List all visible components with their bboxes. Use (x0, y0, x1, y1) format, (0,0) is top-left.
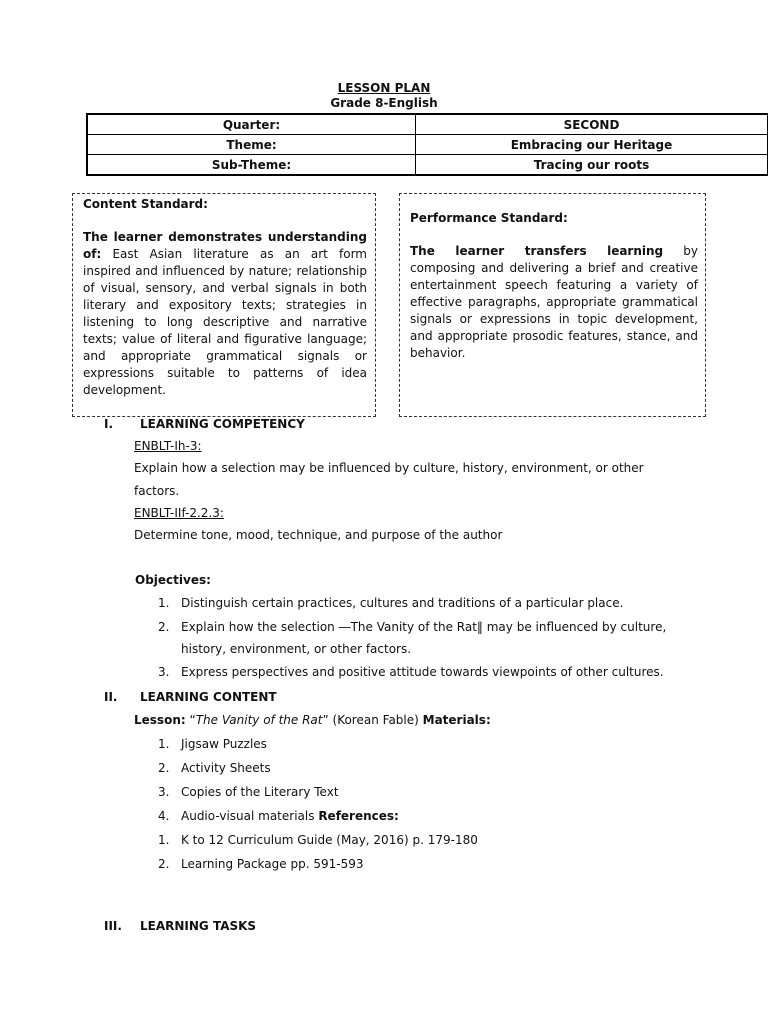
references-label: References: (318, 809, 399, 823)
performance-standard-text (410, 243, 698, 362)
material-number: 1. (158, 737, 170, 751)
reference-text: Learning Package pp. 591-593 (181, 857, 364, 871)
theme-value: Embracing our Heritage (416, 135, 768, 155)
quarter-value: SECOND (416, 114, 768, 135)
material-number: 4. (158, 809, 170, 823)
lesson-rest: ” (Korean Fable) (322, 713, 419, 727)
lesson-title: The Vanity of the Rat (195, 713, 323, 727)
objective-number: 1. (158, 596, 170, 610)
section-3-number: III. (104, 919, 122, 933)
content-standard-box (72, 193, 376, 417)
performance-standard-box (399, 193, 706, 417)
material-text: Jigsaw Puzzles (181, 737, 267, 751)
objective-number: 3. (158, 665, 170, 679)
section-2-title: LEARNING CONTENT (140, 690, 277, 704)
objectives-heading: Objectives: (135, 573, 211, 587)
competency-text-1a: Explain how a selection may be influenced by culture, history, environment, or other (134, 461, 644, 475)
material-text: Activity Sheets (181, 761, 271, 775)
subtheme-label: Sub-Theme: (87, 155, 416, 176)
objective-text: Express perspectives and positive attitude towards viewpoints of other cultures. (181, 665, 664, 679)
content-standard-heading: Content Standard: (83, 197, 208, 211)
objective-text: Distinguish certain practices, cultures and traditions of a particular place. (181, 596, 624, 610)
lesson-plan-title: LESSON PLAN (337, 81, 431, 95)
content-standard-body: East Asian literature as an art form inspired and influenced by nature; relationship of visual, sensory, and verbal signals in both literary and expository texts; strategies in listening to long descriptive and narrative texts; value of literal and figurative language; and appropriate grammatical signals or expressions suitable to patterns of idea development. (83, 247, 367, 397)
performance-standard-lead: The learner transfers learning (410, 244, 664, 258)
reference-text: K to 12 Curriculum Guide (May, 2016) p. 179-180 (181, 833, 478, 847)
objective-text: history, environment, or other factors. (181, 642, 412, 656)
lesson-label: Lesson: (134, 713, 186, 727)
competency-text-1b: factors. (134, 484, 180, 498)
reference-number: 1. (158, 833, 170, 847)
quarter-label: Quarter: (87, 114, 416, 135)
reference-number: 2. (158, 857, 170, 871)
material-number: 3. (158, 785, 170, 799)
objective-number: 2. (158, 620, 170, 634)
section-1-title: LEARNING COMPETENCY (140, 417, 305, 431)
performance-standard-body: by composing and delivering a brief and creative entertainment speech featuring a variety of effective paragraphs, appropriate grammatical signals or expressions in topic development, and appropriate prosodic features, stance, and behavior. (410, 244, 698, 360)
table-row (87, 114, 768, 135)
section-2-number: II. (104, 690, 118, 704)
material-text (181, 809, 399, 823)
content-standard-text (83, 229, 367, 399)
grade-subtitle: Grade 8-English (330, 96, 438, 110)
material-text-value: Audio-visual materials (181, 809, 315, 823)
content-standard-lead: The learner demonstrates understanding of: (83, 230, 367, 261)
materials-label: Materials: (422, 713, 491, 727)
subtheme-value: Tracing our roots (416, 155, 768, 176)
table-row (87, 135, 768, 155)
competency-code-1: ENBLT-Ih-3: (134, 439, 202, 453)
section-3-title: LEARNING TASKS (140, 919, 257, 933)
theme-label: Theme: (87, 135, 416, 155)
competency-text-2: Determine tone, mood, technique, and purpose of the author (134, 528, 503, 542)
table-row (87, 155, 768, 176)
competency-code-2: ENBLT-IIf-2.2.3: (134, 506, 224, 520)
objective-text: Explain how the selection ―The Vanity of the Rat‖ may be influenced by culture, (181, 620, 667, 634)
material-number: 2. (158, 761, 170, 775)
section-1-number: I. (104, 417, 114, 431)
lesson-line (134, 713, 491, 727)
material-text: Copies of the Literary Text (181, 785, 339, 799)
lesson-open-quote: “ (189, 713, 196, 727)
info-table (86, 113, 768, 176)
performance-standard-heading: Performance Standard: (410, 211, 568, 225)
